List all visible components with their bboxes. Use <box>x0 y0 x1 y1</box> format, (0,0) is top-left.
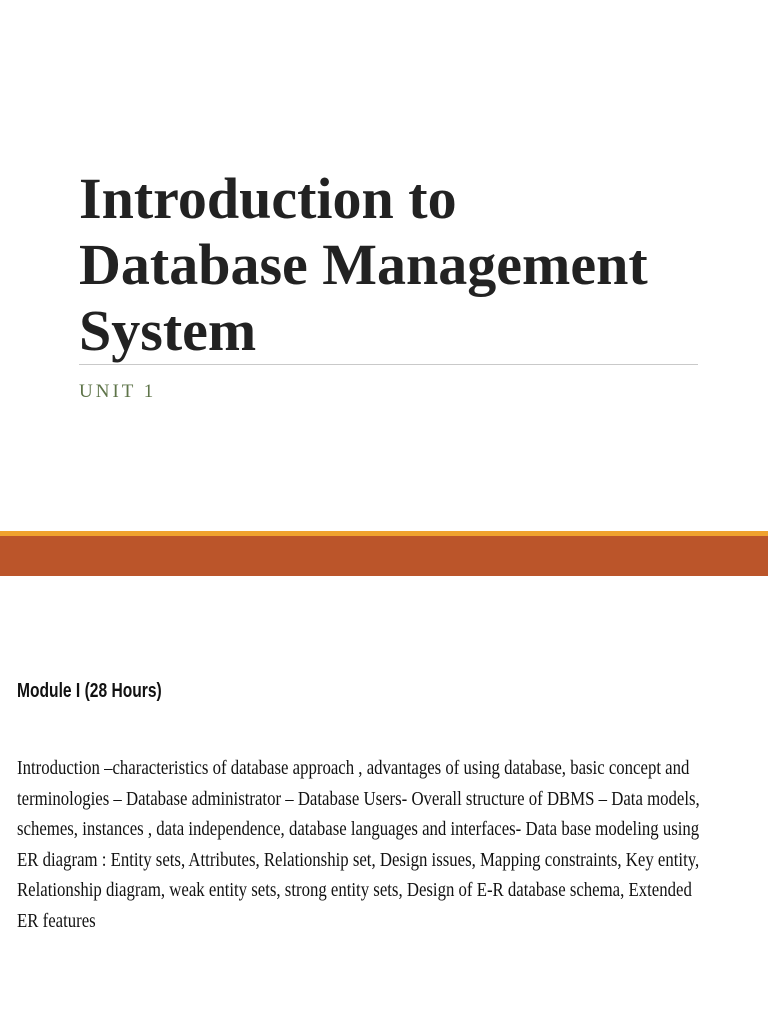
module-heading: Module I (28 Hours) <box>17 680 162 702</box>
title-line-2: Database Management <box>79 232 648 297</box>
decorative-band <box>0 536 768 576</box>
module-body-line: ER diagram : Entity sets, Attributes, Relationship set, Design issues, Mapping constraints, Key entity, <box>17 849 700 871</box>
title-divider <box>79 364 698 365</box>
module-body-line: Relationship diagram, weak entity sets, strong entity sets, Design of E-R database schema, Extended <box>17 880 692 902</box>
module-body-line: ER features <box>17 910 96 932</box>
module-description <box>17 754 752 938</box>
slide-title <box>79 166 739 364</box>
slide-subtitle: UNIT 1 <box>79 381 157 402</box>
module-body-line: terminologies – Database administrator – Database Users- Overall structure of DBMS – Data models, <box>17 788 700 810</box>
title-line-3: System <box>79 298 257 363</box>
module-body-line: schemes, instances , data independence, database languages and interfaces- Data base modeling using <box>17 819 700 841</box>
module-body-line: Introduction –characteristics of database approach , advantages of using database, basic concept and <box>17 758 690 779</box>
title-line-1: Introduction to <box>79 166 457 231</box>
